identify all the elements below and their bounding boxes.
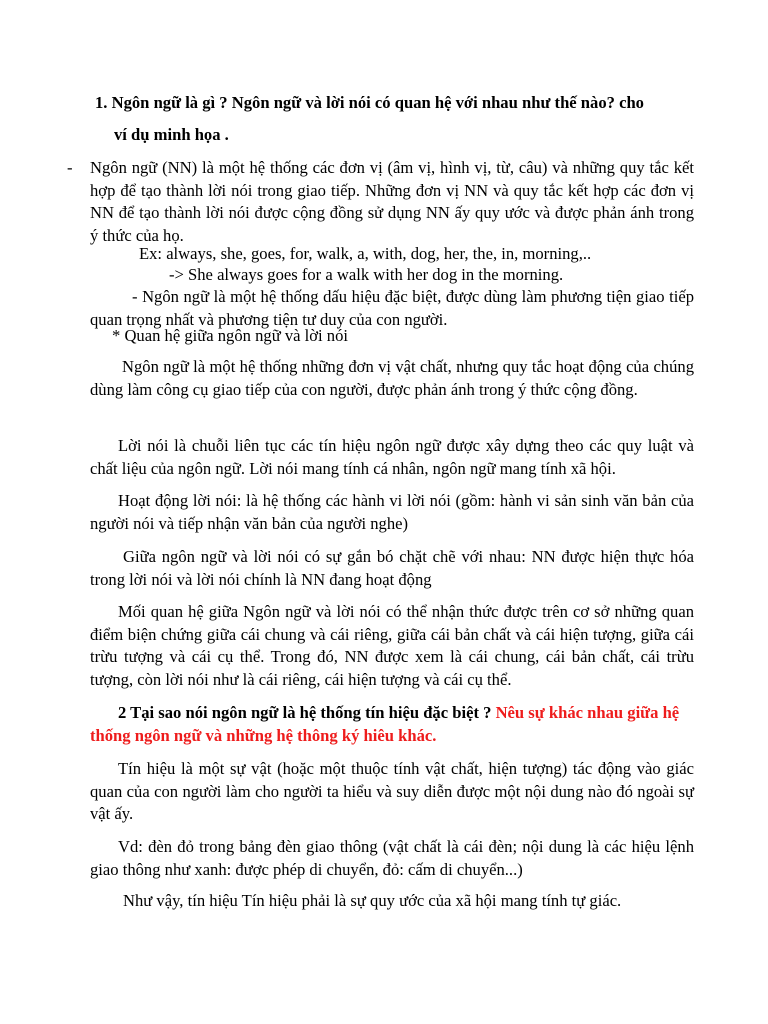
heading-2-highlight: Nêu sự khác nhau giữa hệ thống ngôn ngữ và những hệ thông ký hiêu khác. (90, 703, 680, 745)
heading-2-question: 2 Tại sao nói ngôn ngữ là hệ thống tín hiệu đặc biệt ? (118, 703, 492, 722)
heading-1-line-1 (95, 92, 735, 115)
definition-paragraph: Ngôn ngữ (NN) là một hệ thống các đơn vị (âm vị, hình vị, từ, câu) và những quy tắc kết hợp để tạo thành lời nói trong giao tiếp. Những đơn vị NN và quy tắc kết hợp các đơn vị NN để tạo thành lời nói được cộng đồng sử dụng NN ấy quy ước và được phản ánh trong ý thức của họ. (90, 158, 694, 245)
signal-paragraph-1: Tín hiệu là một sự vật (hoặc một thuộc tính vật chất, hiện tượng) tác động vào giác quan của con người làm cho người ta hiểu và suy diễn được một nội dung nào đó ngoài sự vật ấy. (90, 759, 694, 824)
relation-paragraph-1: Ngôn ngữ là một hệ thống những đơn vị vật chất, nhưng quy tắc hoạt động của chúng dùng làm công cụ giao tiếp của con người, được phản ánh trong ý thức cộng đồng. (90, 357, 694, 399)
example-sentence: -> She always goes for a walk with her dog in the morning. (169, 265, 564, 284)
relation-paragraph-3: Hoạt động lời nói: là hệ thống các hành vi lời nói (gồm: hành vi sản sinh văn bản của người nói và tiếp nhận văn bản của người nghe) (90, 491, 694, 533)
heading-1-line-2: ví dụ minh họa . (114, 125, 229, 144)
relation-paragraph-4: Giữa ngôn ngữ và lời nói có sự gắn bó chặt chẽ với nhau: NN được hiện thực hóa trong lời nói và lời nói chính là NN đang hoạt động (90, 547, 694, 589)
heading-1-number: 1. (95, 93, 108, 112)
relation-paragraph-5: Mối quan hệ giữa Ngôn ngữ và lời nói có thể nhận thức được trên cơ sở những quan điểm biện chứng giữa cái chung và cái riêng, giữa cái bản chất và cái hiện tượng, giữa cái trừu tượng và cái cụ thể. Trong đó, NN được xem là cái chung, cái bản chất, cái trừu tượng, còn lời nói như là cái riêng, cái hiện tượng và cái cụ thể. (90, 602, 694, 689)
relation-subheading: * Quan hệ giữa ngôn ngữ và lời nói (112, 326, 348, 345)
heading-2 (90, 702, 694, 747)
heading-1-text: Ngôn ngữ là gì ? Ngôn ngữ và lời nói có quan hệ với nhau như thế nào? cho (111, 93, 644, 112)
signal-paragraph-2: Vd: đèn đỏ trong bảng đèn giao thông (vật chất là cái đèn; nội dung là các hiệu lệnh giao thông như xanh: được phép di chuyển, đỏ: cấm di chuyển...) (90, 837, 694, 879)
relation-paragraph-2: Lời nói là chuỗi liên tục các tín hiệu ngôn ngữ được xây dựng theo các quy luật và chất liệu của ngôn ngữ. Lời nói mang tính cá nhân, ngôn ngữ mang tính xã hội. (90, 436, 694, 478)
example-words: Ex: always, she, goes, for, walk, a, with, dog, her, the, in, morning,.. (139, 244, 592, 263)
sign-system-paragraph: - Ngôn ngữ là một hệ thống dấu hiệu đặc biệt, được dùng làm phương tiện giao tiếp quan trọng nhất và phương tiện tư duy của con người. (90, 287, 694, 329)
signal-paragraph-3: Như vậy, tín hiệu Tín hiệu phải là sự quy ước của xã hội mang tính tự giác. (123, 891, 622, 910)
bullet-dash: - (67, 158, 73, 177)
